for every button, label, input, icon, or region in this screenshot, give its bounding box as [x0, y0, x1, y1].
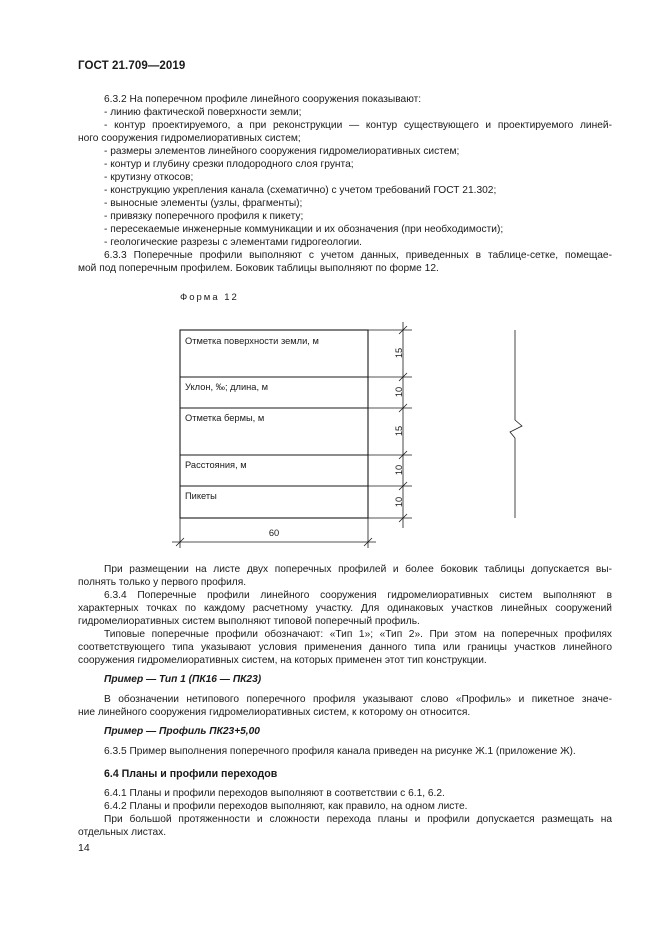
row-height-dimension: 10 [394, 386, 404, 398]
example-profile: Пример — Профиль ПК23+5,00 [104, 726, 260, 737]
dimension-tick [399, 373, 407, 381]
row-height-dimension: 10 [394, 464, 404, 476]
list-item: - привязку поперечного профиля к пикету; [104, 211, 304, 222]
list-item: - контур проектируемого, а при реконструкции — контур существующего и проектируемого линей- [104, 120, 612, 131]
form-row-label: Пикеты [185, 491, 217, 501]
dimension-tick [399, 482, 407, 490]
dimension-tick [399, 326, 407, 334]
form-row-label: Отметка бермы, м [185, 413, 265, 423]
dimension-tick [399, 514, 407, 522]
dimension-tick [399, 404, 407, 412]
dimension-tick [399, 451, 407, 459]
clause-6-3-4-line: 6.3.4 Поперечные профили линейного сооружения гидромелиоративных систем выполняют в [104, 590, 612, 601]
row-height-dimension: 15 [394, 425, 404, 437]
table-width-dimension: 60 [268, 528, 280, 538]
dimension-tick [364, 538, 372, 546]
clause-6-3-4-line: гидромелиоративных систем выполняют типовой поперечный профиль. [78, 616, 420, 627]
clause-6-4-2: 6.4.2 Планы и профили переходов выполняют, как правило, на одном листе. [104, 801, 468, 812]
form-table-frame [180, 330, 368, 518]
paragraph-line: ние линейного сооружения гидромелиоративных систем, к которому он относится. [78, 707, 471, 718]
paragraph-line: сооружения гидромелиоративных систем, на которых применен этот тип конструкции. [78, 655, 487, 666]
clause-6-3-4-line: характерных точках по каждому расчетному участку. Для одинаковых участков линейных сооружений [78, 603, 612, 614]
paragraph-line: При большой протяженности и сложности перехода планы и профили допускается размещать на [104, 814, 612, 825]
form-row-label: Расстояния, м [185, 460, 247, 470]
clause-6-3-3-line2: мой под поперечным профилем. Боковик таблицы выполняют по форме 12. [78, 263, 439, 274]
document-header: ГОСТ 21.709—2019 [78, 60, 186, 72]
list-item: - контур и глубину срезки плодородного слоя грунта; [104, 159, 354, 170]
clause-6-4-1: 6.4.1 Планы и профили переходов выполняют в соответствии с 6.1, 6.2. [104, 788, 445, 799]
dimension-tick [176, 538, 184, 546]
list-item: - пересекаемые инженерные коммуникации и их обозначения (при необходимости); [104, 224, 504, 235]
list-item: - конструкцию укрепления канала (схематично) с учетом требований ГОСТ 21.302; [104, 185, 497, 196]
list-item: - линию фактической поверхности земли; [104, 107, 302, 118]
form-row-label: Отметка поверхности земли, м [185, 336, 319, 346]
list-item: - размеры элементов линейного сооружения гидромелиоративных систем; [104, 146, 460, 157]
row-height-dimension: 10 [394, 496, 404, 508]
form-label: Форма 12 [180, 292, 239, 303]
list-item: - выносные элементы (узлы, фрагменты); [104, 198, 303, 209]
list-item-continued: ного сооружения гидромелиоративных систем; [78, 133, 301, 144]
paragraph-line: соответствующего типа указывают условия применения данного типа или границы участков линейного [78, 642, 612, 653]
paragraph-line: При размещении на листе двух поперечных профилей и более боковик таблицы допускается вы- [104, 564, 612, 575]
clause-6-3-2: 6.3.2 На поперечном профиле линейного сооружения показывают: [104, 94, 422, 105]
section-heading-6-4: 6.4 Планы и профили переходов [104, 768, 278, 780]
example-type-1: Пример — Тип 1 (ПК16 — ПК23) [104, 674, 262, 685]
break-line [510, 330, 522, 518]
paragraph-line: отдельных листах. [78, 827, 167, 838]
row-height-dimension: 15 [394, 347, 404, 359]
paragraph-line: Типовые поперечные профили обозначают: «Тип 1»; «Тип 2». При этом на поперечных профилях [104, 629, 612, 640]
paragraph-line: В обозначении нетипового поперечного профиля указывают слово «Профиль» и пикетное значе- [104, 694, 612, 705]
clause-6-3-5: 6.3.5 Пример выполнения поперечного профиля канала приведен на рисунке Ж.1 (приложение Ж). [104, 746, 576, 757]
list-item: - геологические разрезы с элементами гидрогеологии. [104, 237, 362, 248]
list-item: - крутизну откосов; [104, 172, 194, 183]
clause-6-3-3-line1: 6.3.3 Поперечные профили выполняют с учетом данных, приведенных в таблице-сетке, помещае- [104, 250, 612, 261]
form-row-label: Уклон, ‰; длина, м [185, 382, 269, 392]
paragraph-line: полнять только у первого профиля. [78, 577, 247, 588]
page-number: 14 [78, 842, 90, 854]
